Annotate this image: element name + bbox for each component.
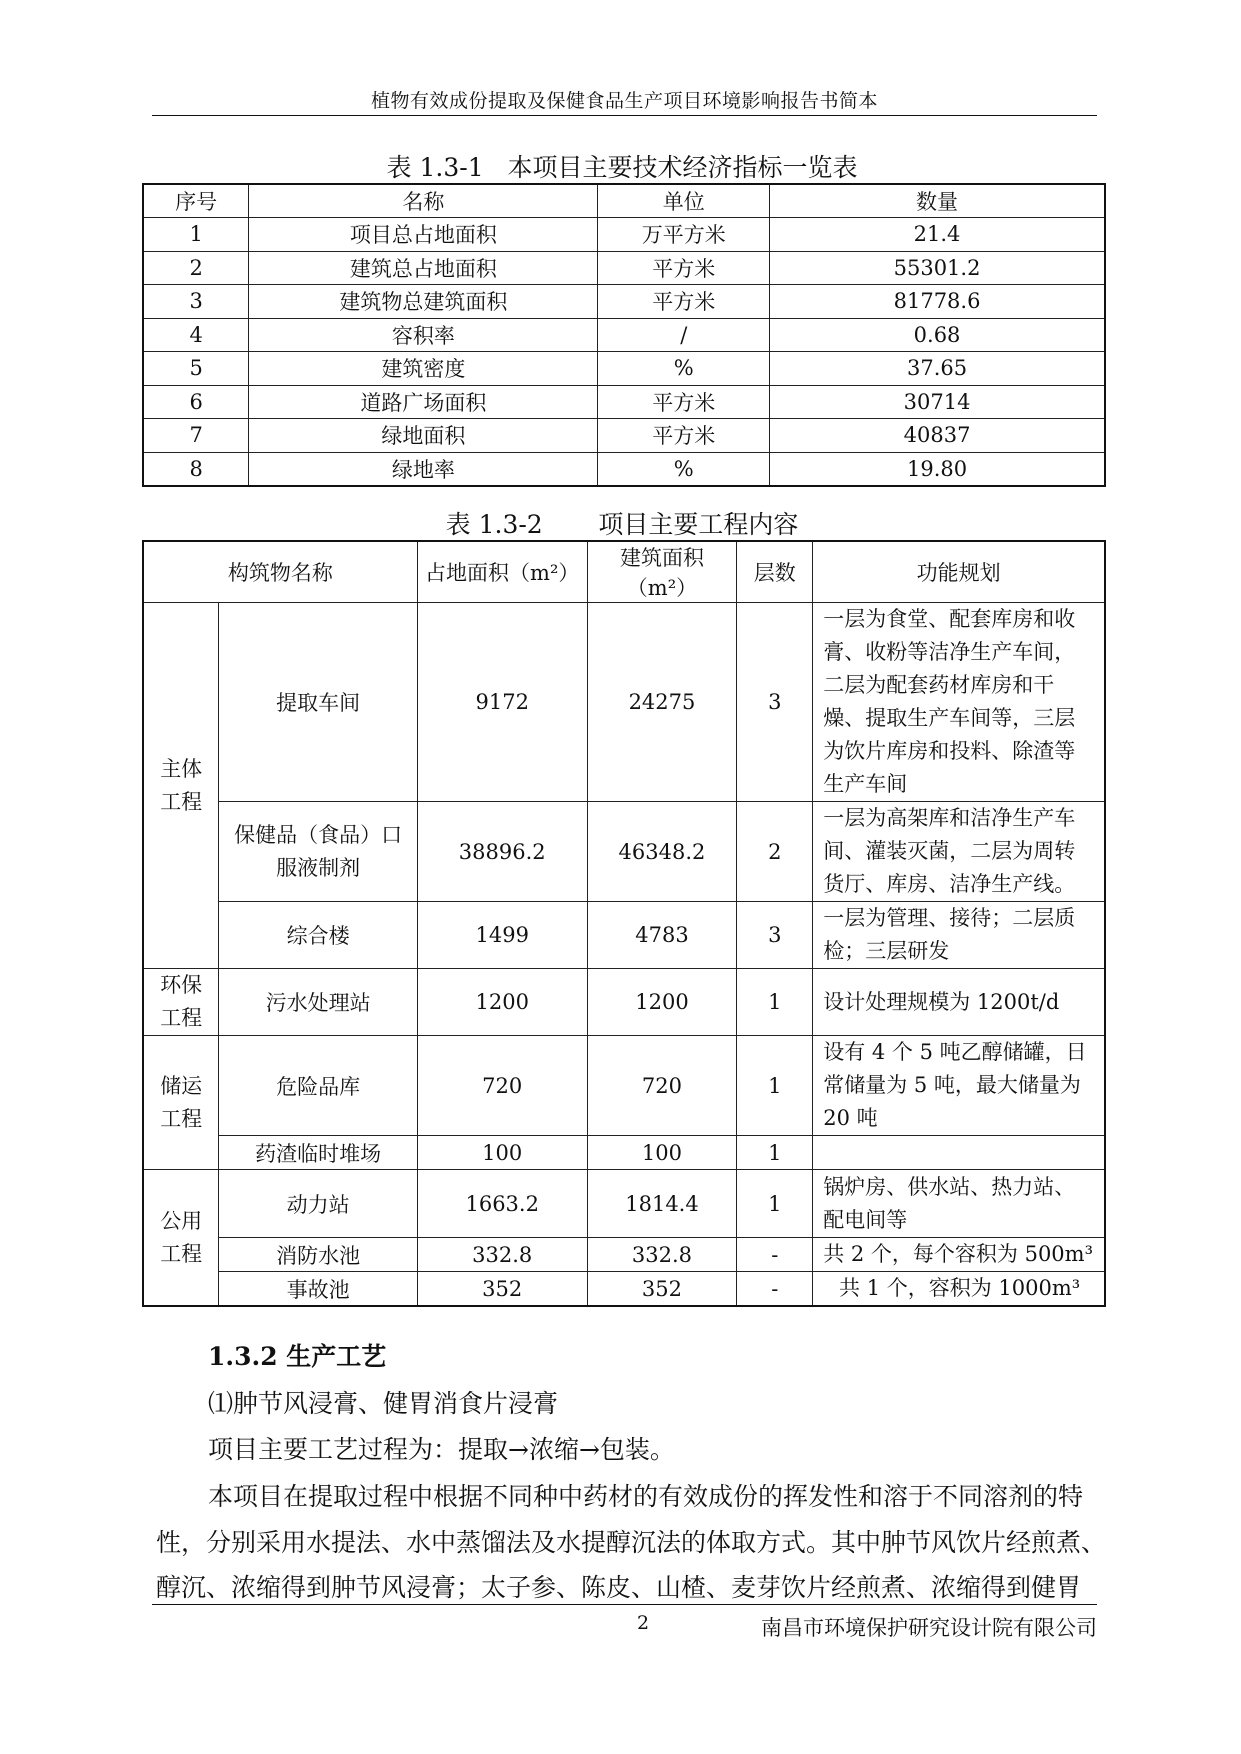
table-cell: 1 [143,218,249,252]
table-cell: 24275 [587,603,737,802]
paragraph-line: 本项目在提取过程中根据不同种中药材的有效成份的挥发性和溶于不同溶剂的特 [208,1482,1084,1511]
table-cell: 1200 [587,969,737,1036]
column-header: 名称 [249,184,598,218]
table-cell: 建筑密度 [249,352,598,386]
column-header: 构筑物名称 [143,541,417,603]
table-cell: 建筑总占地面积 [249,251,598,285]
table-cell: 40837 [770,419,1105,453]
table-cell: 37.65 [770,352,1105,386]
table-cell: / [598,318,770,352]
table-cell: 3 [737,603,813,802]
page-number: 2 [637,1612,650,1634]
table-row [143,385,1105,419]
function-cell: 锅炉房、供水站、热力站、配电间等 [813,1170,1105,1238]
paragraph-line: 性，分别采用水提法、水中蒸馏法及水提醇沉法的体取方式。其中肿节风饮片经煎煮、 [156,1528,1107,1557]
table-header-row [143,541,1105,603]
table-cell: 46348.2 [587,802,737,902]
organization-name: 南昌市环境保护研究设计院有限公司 [761,1616,1097,1640]
function-cell: 共 1 个，容积为 1000m³ [813,1272,1105,1307]
table-cell: 容积率 [249,318,598,352]
table-cell: 100 [587,1136,737,1170]
table-cell: 352 [587,1272,737,1307]
table-cell: % [598,352,770,386]
table-cell: 平方米 [598,385,770,419]
table-row [143,285,1105,319]
table-cell: 保健品（食品）口服液制剂 [219,802,417,902]
table-row [143,419,1105,453]
function-cell: 一层为高架库和洁净生产车间、灌装灭菌，二层为周转货厅、库房、洁净生产线。 [813,802,1105,902]
group-label-utility: 公用工程 [143,1170,219,1307]
table-cell: 21.4 [770,218,1105,252]
table-row [143,1238,1105,1272]
column-header: 单位 [598,184,770,218]
table-row [143,603,1105,802]
document-header-title: 植物有效成份提取及保健食品生产项目环境影响报告书简本 [370,90,878,112]
column-header: 建筑面积（m²） [587,541,737,603]
table-cell: 建筑物总建筑面积 [249,285,598,319]
table-cell: 30714 [770,385,1105,419]
table-row [143,902,1105,969]
table1-caption: 表 1.3-1 本项目主要技术经济指标一览表 [386,153,858,182]
group-label-main: 主体工程 [143,603,219,969]
table-cell: 1814.4 [587,1170,737,1238]
table-cell: - [737,1272,813,1307]
table-cell: 绿地面积 [249,419,598,453]
table-cell: 332.8 [417,1238,587,1272]
table-cell: 动力站 [219,1170,417,1238]
table-cell: 平方米 [598,419,770,453]
table-cell: 项目总占地面积 [249,218,598,252]
header-rule [152,115,1097,116]
function-cell: 设有 4 个 5 吨乙醇储罐，日常储量为 5 吨，最大储量为 20 吨 [813,1036,1105,1136]
table-cell: 提取车间 [219,603,417,802]
paragraph-line: 醇沉、浓缩得到肿节风浸膏；太子参、陈皮、山楂、麦芽饮片经煎煮、浓缩得到健胃 [156,1573,1082,1602]
table-cell: 2 [143,251,249,285]
table-cell: 综合楼 [219,902,417,969]
paragraph-line: ⑴肿节风浸膏、健胃消食片浸膏 [208,1389,559,1418]
table-cell: 0.68 [770,318,1105,352]
table-cell: 道路广场面积 [249,385,598,419]
group-label-storage: 储运工程 [143,1036,219,1170]
function-cell: 共 2 个，每个容积为 500m³ [813,1238,1105,1272]
table-cell: 8 [143,452,249,486]
table-cell: - [737,1238,813,1272]
table-cell: 6 [143,385,249,419]
function-cell [813,1136,1105,1170]
table-cell: 19.80 [770,452,1105,486]
table2-caption: 表 1.3-2 项目主要工程内容 [445,510,799,539]
function-cell: 一层为食堂、配套库房和收膏、收粉等洁净生产车间，二层为配套药材库房和干燥、提取生产车间等，三层为饮片库房和投料、除渣等生产车间 [813,603,1105,802]
group-label-env: 环保工程 [143,969,219,1036]
table-cell: 1 [737,1170,813,1238]
column-header: 数量 [770,184,1105,218]
table-cell: 1 [737,1036,813,1136]
table-header-row [143,184,1105,218]
footer-rule [152,1604,1097,1605]
table-cell: 3 [143,285,249,319]
table-cell: 81778.6 [770,285,1105,319]
table-cell: 1 [737,969,813,1036]
table-cell: 污水处理站 [219,969,417,1036]
table-cell: 4 [143,318,249,352]
table-row [143,969,1105,1036]
function-cell: 设计处理规模为 1200t/d [813,969,1105,1036]
table-cell: 平方米 [598,285,770,319]
table-row [143,802,1105,902]
table-cell: 1200 [417,969,587,1036]
table-cell: 药渣临时堆场 [219,1136,417,1170]
table-cell: 5 [143,352,249,386]
table-cell: 危险品库 [219,1036,417,1136]
table-row [143,1272,1105,1307]
table-cell: 7 [143,419,249,453]
table-row [143,1136,1105,1170]
table-cell: % [598,452,770,486]
table-cell: 3 [737,902,813,969]
section-heading: 1.3.2 生产工艺 [208,1342,387,1371]
table-cell: 720 [417,1036,587,1136]
table-cell: 1 [737,1136,813,1170]
column-header: 层数 [737,541,813,603]
table-cell: 事故池 [219,1272,417,1307]
table-cell: 2 [737,802,813,902]
table-cell: 55301.2 [770,251,1105,285]
column-header: 占地面积（m²） [417,541,587,603]
table-cell: 100 [417,1136,587,1170]
tech-economic-indicators-table [142,183,1106,487]
table-cell: 1663.2 [417,1170,587,1238]
table-row [143,251,1105,285]
table-row [143,1036,1105,1136]
table-row [143,452,1105,486]
function-cell: 一层为管理、接待；二层质检；三层研发 [813,902,1105,969]
table-row [143,218,1105,252]
column-header: 功能规划 [813,541,1105,603]
table-row [143,318,1105,352]
table-cell: 352 [417,1272,587,1307]
paragraph-line: 项目主要工艺过程为：提取→浓缩→包装。 [208,1435,675,1464]
table-cell: 万平方米 [598,218,770,252]
table-cell: 1499 [417,902,587,969]
table-cell: 平方米 [598,251,770,285]
table-cell: 消防水池 [219,1238,417,1272]
table-cell: 4783 [587,902,737,969]
table-cell: 38896.2 [417,802,587,902]
table-row [143,352,1105,386]
table-cell: 绿地率 [249,452,598,486]
table-row [143,1170,1105,1238]
table-cell: 9172 [417,603,587,802]
table-cell: 332.8 [587,1238,737,1272]
column-header: 序号 [143,184,249,218]
table-cell: 720 [587,1036,737,1136]
main-engineering-content-table [142,540,1106,1307]
